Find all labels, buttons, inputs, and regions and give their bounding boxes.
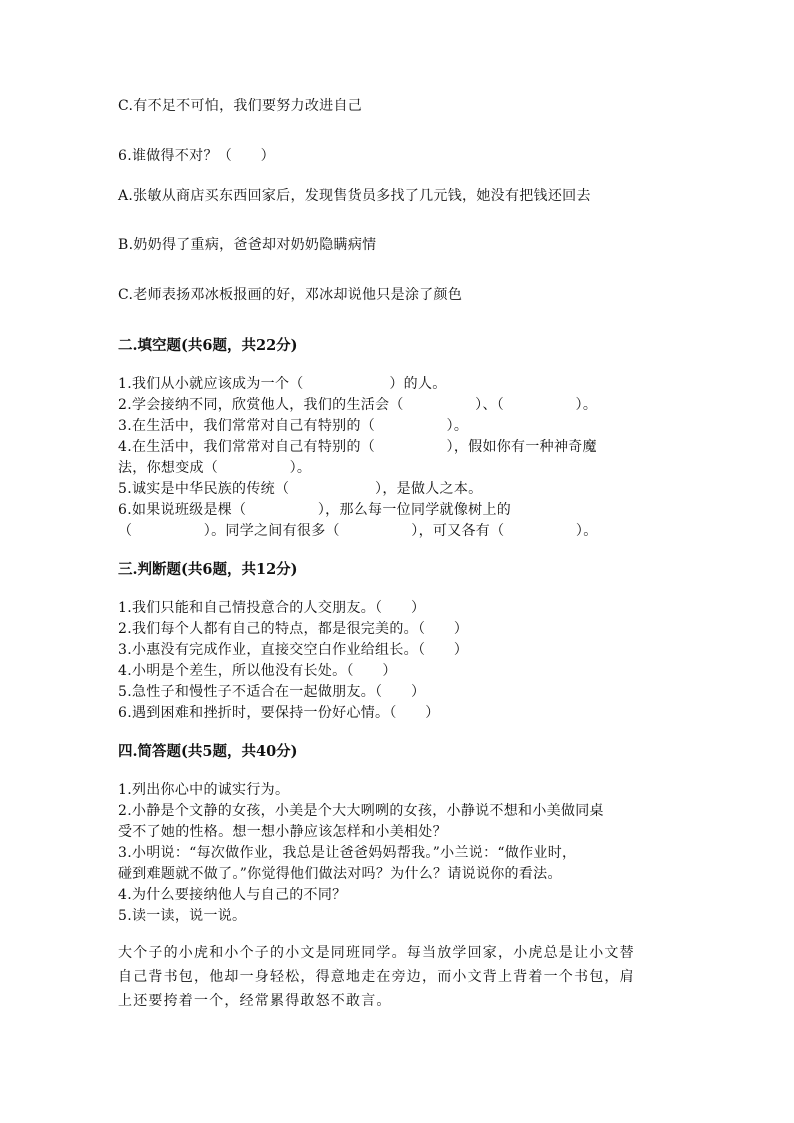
fill-line: 3.在生活中，我们常常对自己有特别的（ ）。 xyxy=(118,418,469,434)
q6-option-c: C.老师表扬邓冰板报画的好，邓冰却说他只是涂了颜色 xyxy=(118,287,463,303)
section3-heading: 三.判断题(共6题，共12分) xyxy=(118,561,298,578)
answer-line: 受不了她的性格。想一想小静应该怎样和小美相处？ xyxy=(118,824,447,840)
judge-line: 3.小惠没有完成作业，直接交空白作业给组长。（ ） xyxy=(118,642,469,658)
fill-line: （ ）。同学之间有很多（ ），可又各有（ ）。 xyxy=(118,523,598,539)
answer-line: 碰到难题就不做了。”你觉得他们做法对吗？为什么？请说说你的看法。 xyxy=(118,866,562,882)
judge-line: 4.小明是个差生，所以他没有长处。（ ） xyxy=(118,663,397,679)
reading-passage-line: 大个子的小虎和小个子的小文是同班同学。每当放学回家，小虎总是让小文替 xyxy=(118,945,635,961)
answer-line: 1.列出你心中的诚实行为。 xyxy=(118,782,290,798)
judge-line: 6.遇到困难和挫折时，要保持一份好心情。（ ） xyxy=(118,705,440,721)
judge-line: 2.我们每个人都有自己的特点，都是很完美的。（ ） xyxy=(118,621,469,637)
answer-line: 5.读一读，说一说。 xyxy=(118,908,247,924)
answer-line: 3.小明说：“每次做作业，我总是让爸爸妈妈帮我。”小兰说：“做作业时， xyxy=(118,845,577,861)
judge-line: 5.急性子和慢性子不适合在一起做朋友。（ ） xyxy=(118,684,426,700)
q6-option-b: B.奶奶得了重病，爸爸却对奶奶隐瞒病情 xyxy=(118,237,377,253)
fill-line: 法，你想变成（ ）。 xyxy=(118,460,312,476)
section4-heading: 四.简答题(共5题，共40分) xyxy=(118,743,298,760)
fill-line: 1.我们从小就应该成为一个（ ）的人。 xyxy=(118,376,447,392)
reading-passage-line: 上还要挎着一个，经常累得敢怒不敢言。 xyxy=(118,993,392,1009)
fill-line: 6.如果说班级是棵（ ），那么每一位同学就像树上的 xyxy=(118,502,512,518)
answer-line: 2.小静是个文静的女孩，小美是个大大咧咧的女孩，小静说不想和小美做同桌 xyxy=(118,803,604,819)
fill-line: 4.在生活中，我们常常对自己有特别的（ ），假如你有一种神奇魔 xyxy=(118,439,597,455)
reading-passage-line: 自己背书包，他却一身轻松，得意地走在旁边，而小文背上背着一个书包，肩 xyxy=(118,969,635,985)
judge-line: 1.我们只能和自己情投意合的人交朋友。（ ） xyxy=(118,600,426,616)
q5-option-c: C.有不足不可怕，我们要努力改进自己 xyxy=(118,98,363,114)
q6-question: 6.谁做得不对？（ ） xyxy=(118,148,275,164)
q6-option-a: A.张敏从商店买东西回家后，发现售货员多找了几元钱，她没有把钱还回去 xyxy=(118,188,591,204)
fill-line: 2.学会接纳不同，欣赏他人，我们的生活会（ ）、（ ）。 xyxy=(118,397,598,413)
fill-line: 5.诚实是中华民族的传统（ ），是做人之本。 xyxy=(118,481,483,497)
answer-line: 4.为什么要接纳他人与自己的不同？ xyxy=(118,887,347,903)
section2-heading: 二.填空题(共6题，共22分) xyxy=(118,337,298,354)
